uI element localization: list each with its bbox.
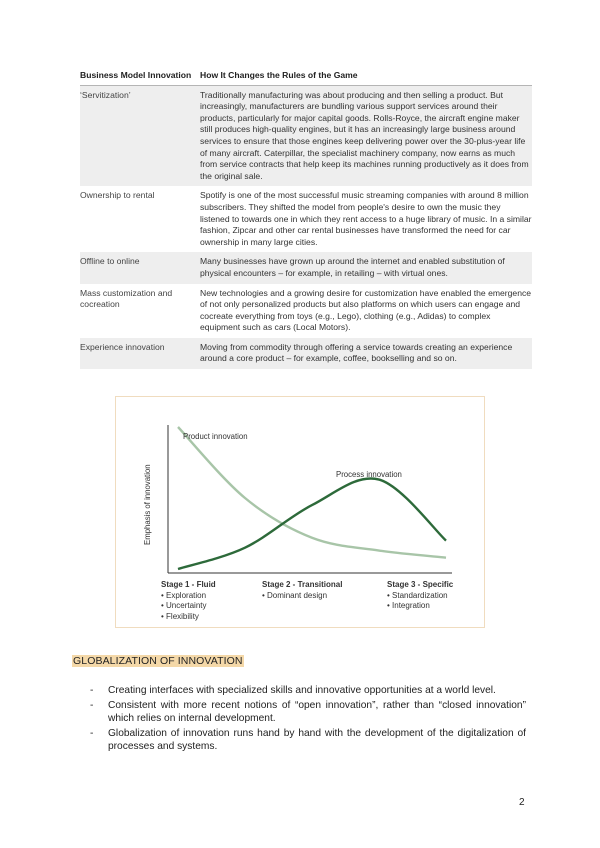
- bullet-text: Globalization of innovation runs hand by hand with the development of the digitalization of processes and systems.: [108, 727, 526, 753]
- row-name: Ownership to rental: [80, 190, 155, 201]
- row-text: Spotify is one of the most successful music streaming companies with around 8 million subscribers. They shifted the model from people's desire to own the music they listened to towards one in which they rent access to a huge library of music. In a similar fashion, Zipcar and other car rental businesses have transformed the need for car ownership in many large cities.: [200, 190, 532, 247]
- row-name: Mass customization and cocreation: [80, 287, 173, 310]
- stage-title: Stage 3 - Specific: [387, 580, 454, 589]
- row-text: Traditionally manufacturing was about producing and then selling a product. But increasingly, manufacturers are bundling various support services around their products, particularly for major capital goods. Rolls-Royce, the aircraft engine maker still produces high-quality engines, but it has an increasingly large business around services to ensure that those engines keep delivering power over the 30-plus-year life of many aircraft. Caterpillar, the specialist machinery company, now earns as much from service contracts that help keep its machines running productively as it does from the original sale.: [200, 89, 529, 181]
- row-name: Experience innovation: [80, 341, 165, 352]
- row-name: ‘Servitization’: [80, 89, 131, 100]
- table-header: [80, 70, 532, 86]
- list-item: [86, 699, 526, 726]
- row-text: Many businesses have grown up around the internet and enabled substitution of physical encounters – for example, in retailing – with virtual ones.: [200, 256, 505, 278]
- row-name: Offline to online: [80, 256, 140, 267]
- process-innovation-line: [178, 478, 446, 569]
- stage-item: • Dominant design: [262, 590, 328, 600]
- bullet-list: [86, 684, 526, 755]
- stage-1: [161, 580, 216, 622]
- process-innovation-label: Process innovation: [336, 470, 402, 479]
- list-item: [86, 727, 526, 754]
- stage-item: • Uncertainty: [161, 601, 207, 610]
- y-axis-label: Emphasis of innovation: [143, 464, 152, 545]
- dash-icon: -: [90, 685, 94, 696]
- list-item: [86, 684, 526, 698]
- table-row: [80, 252, 532, 283]
- table-row: [80, 338, 532, 369]
- stage-title: Stage 2 - Transitional: [262, 580, 343, 589]
- business-model-innovation-table: [80, 70, 532, 369]
- stage-item: • Flexibility: [161, 611, 199, 621]
- header-rules-of-game: How It Changes the Rules of the Game: [200, 70, 358, 80]
- stage-item: • Standardization: [387, 590, 448, 600]
- bullet-text: Creating interfaces with specialized skills and innovative opportunities at a world level.: [108, 685, 496, 696]
- innovation-lifecycle-figure: [115, 396, 485, 628]
- stage-3: [387, 580, 453, 612]
- product-innovation-line: [178, 427, 446, 558]
- bullet-text: Consistent with more recent notions of “open innovation”, rather than “closed innovation” which relies on internal development.: [108, 699, 526, 725]
- product-innovation-label: Product innovation: [183, 432, 248, 441]
- stage-title: Stage 1 - Fluid: [161, 580, 216, 589]
- row-text: New technologies and a growing desire for customization have enabled the emergence of not only personalized products but also platforms on which users can engage and cocreate everything from toys (e.g., Lego), clothing (e.g., Adidas) to complex equipment such as cars (Local Motors).: [200, 287, 532, 333]
- table-row: [80, 86, 532, 187]
- stage-item: • Integration: [387, 601, 430, 610]
- dash-icon: -: [90, 699, 94, 711]
- page-number: 2: [519, 797, 525, 808]
- row-text: Moving from commodity through offering a service towards creating an experience around a core product – for example, coffee, bookselling and so on.: [200, 341, 513, 364]
- section-title: GLOBALIZATION OF INNOVATION: [73, 655, 243, 667]
- dash-icon: -: [90, 727, 94, 739]
- table-row: [80, 186, 532, 252]
- table-row: [80, 284, 532, 338]
- header-business-model-innovation: Business Model Innovation: [80, 70, 192, 80]
- stage-2: [262, 580, 342, 601]
- stage-item: • Exploration: [161, 590, 207, 600]
